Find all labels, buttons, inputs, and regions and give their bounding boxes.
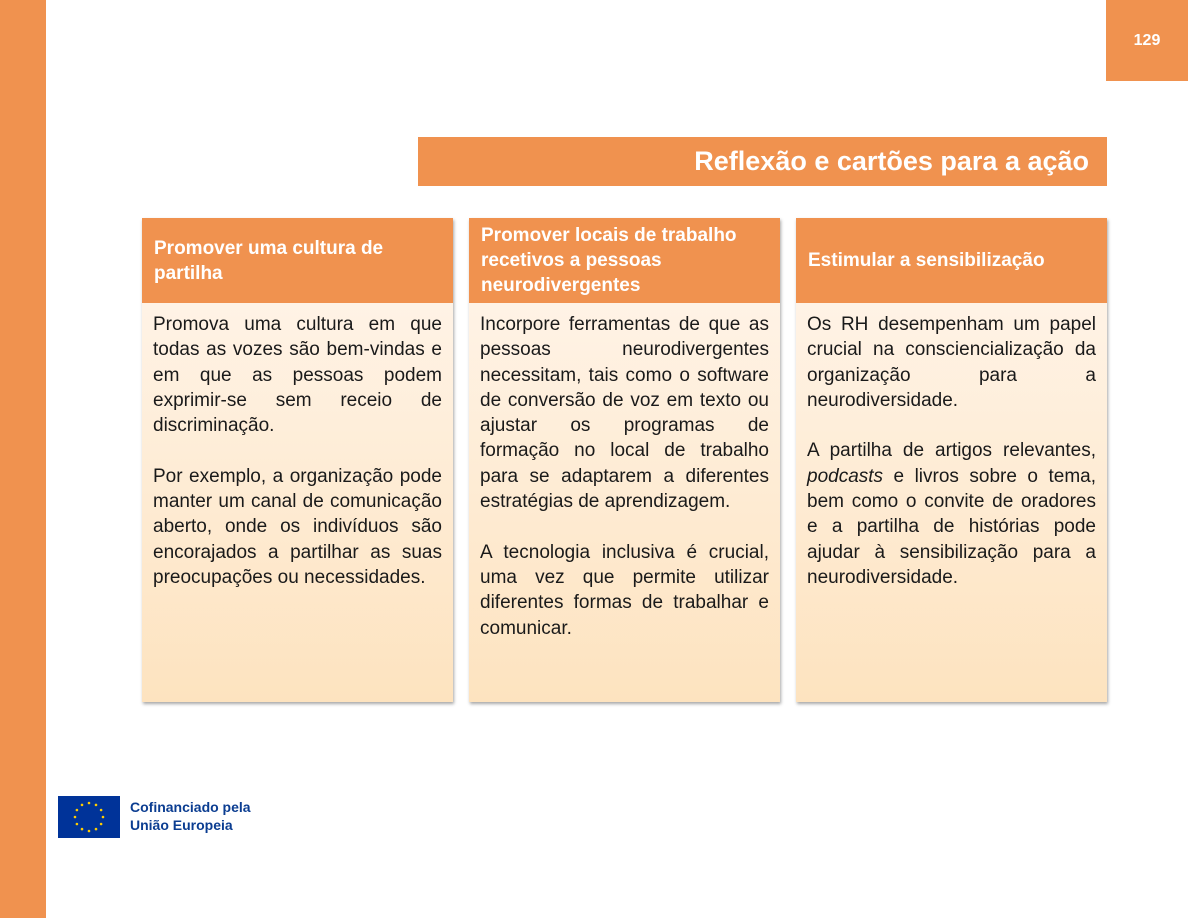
card-body bbox=[469, 303, 780, 702]
card-paragraph: Os RH desempenham um papel crucial na consciencialização da organização para a neurodiversidade. bbox=[807, 314, 1096, 411]
eu-flag-stars bbox=[58, 796, 120, 838]
page-number: 129 bbox=[1133, 31, 1161, 49]
eu-cofunding-text bbox=[130, 798, 251, 834]
paragraph-text: e livros sobre o tema, bem como o convite de oradores e a partilha de histórias pode ajudar à sensibilização para a neurodiversidade. bbox=[807, 465, 1096, 588]
card-body bbox=[796, 303, 1107, 702]
card-paragraph bbox=[807, 438, 1096, 590]
card-culture-sharing bbox=[142, 218, 453, 702]
page-title: Reflexão e cartões para a ação bbox=[694, 146, 1089, 176]
page-number-box bbox=[1106, 0, 1188, 81]
card-header bbox=[469, 218, 780, 303]
card-receptive-workplaces bbox=[469, 218, 780, 702]
card-header-text: Promover uma cultura de partilha bbox=[154, 237, 384, 284]
card-paragraph: Promova uma cultura em que todas as vozes são bem-vindas e em que as pessoas podem exprimir-se sem receio de discriminação. bbox=[153, 314, 442, 437]
eu-flag-icon bbox=[58, 796, 120, 838]
eu-text-line1: Cofinanciado pela bbox=[130, 799, 251, 815]
emphasis-text: podcasts bbox=[807, 465, 884, 487]
left-accent-bar bbox=[0, 0, 46, 918]
paragraph-text: A partilha de artigos relevantes, bbox=[807, 440, 1096, 462]
card-header bbox=[142, 218, 453, 303]
card-body bbox=[142, 303, 453, 702]
card-header-text: Estimular a sensibilização bbox=[808, 250, 1045, 271]
card-paragraph: Por exemplo, a organização pode manter um canal de comunicação aberto, onde os indivíduos são encorajados a partilhar as suas preocupações ou necessidades. bbox=[153, 465, 442, 588]
card-awareness bbox=[796, 218, 1107, 702]
card-paragraph: Incorpore ferramentas de que as pessoas neurodivergentes necessitam, tais como o software de conversão de voz em texto ou ajustar os programas de formação no local de trabalho para se adaptarem a diferentes estratégias de aprendizagem. bbox=[480, 314, 769, 513]
eu-text-line2: União Europeia bbox=[130, 817, 233, 833]
card-header bbox=[796, 218, 1107, 303]
card-header-text: Promover locais de trabalho recetivos a pessoas neurodivergentes bbox=[481, 225, 737, 296]
title-banner bbox=[418, 137, 1107, 186]
card-paragraph: A tecnologia inclusiva é crucial, uma vez que permite utilizar diferentes formas de trabalhar e comunicar. bbox=[480, 541, 769, 639]
